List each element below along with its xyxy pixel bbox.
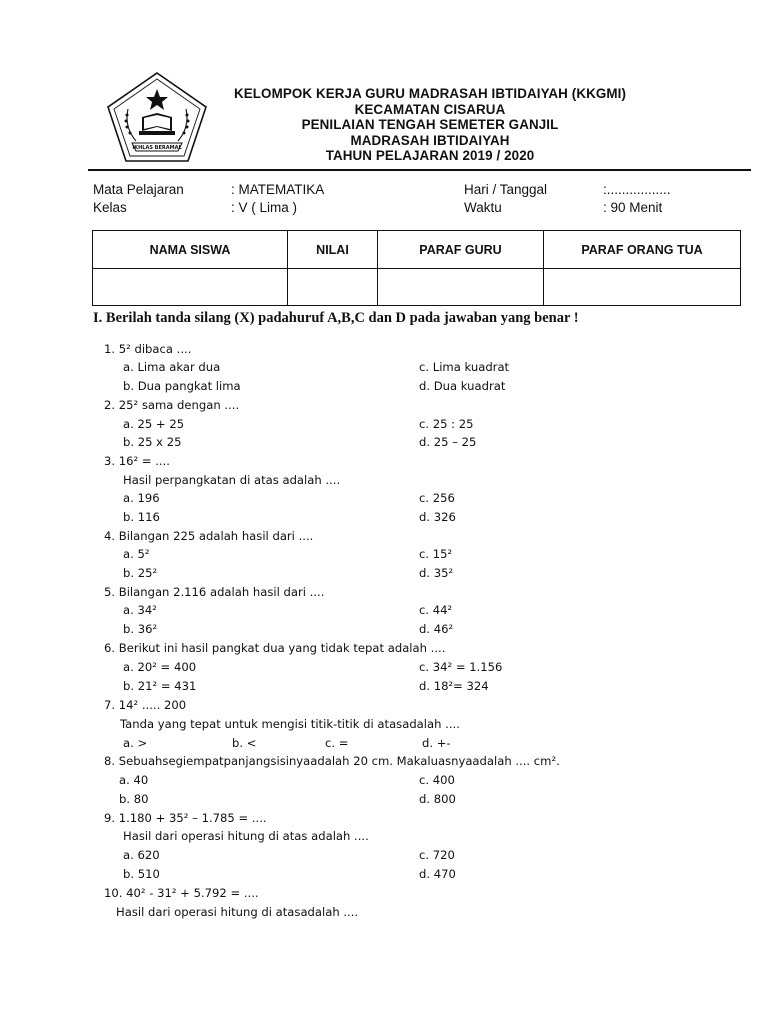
question-7-option-d[interactable]: d. +-: [422, 736, 451, 750]
question-5-option-a[interactable]: a. 34²: [123, 603, 157, 617]
teacher-signature-cell[interactable]: [378, 269, 544, 306]
question-1-option-d[interactable]: d. Dua kuadrat: [419, 379, 506, 393]
question-6-option-a[interactable]: a. 20² = 400: [123, 660, 197, 674]
question-10-text: 10. 40² - 31² + 5.792 = ....: [104, 886, 259, 900]
question-4-text: 4. Bilangan 225 adalah hasil dari ....: [104, 529, 314, 543]
parent-signature-cell[interactable]: [544, 269, 741, 306]
question-8-option-b[interactable]: b. 80: [119, 792, 149, 806]
question-8-text: 8. Sebuahsegiempatpanjangsisinyaadalah 20 cm. Makaluasnyaadalah .... cm².: [104, 754, 560, 768]
question-4-option-b[interactable]: b. 25²: [123, 566, 158, 580]
question-3-subtext: Hasil perpangkatan di atas adalah ....: [123, 473, 341, 487]
subject-label: Mata Pelajaran: [93, 182, 184, 197]
question-8-option-c[interactable]: c. 400: [419, 773, 455, 787]
question-3-option-b[interactable]: b. 116: [123, 510, 160, 524]
question-1-option-c[interactable]: c. Lima kuadrat: [419, 360, 510, 374]
header-divider: [88, 169, 751, 171]
school-emblem-logo: [106, 71, 208, 163]
student-name-cell[interactable]: [93, 269, 288, 306]
header-line-3: PENILAIAN TENGAH SEMETER GANJIL: [301, 117, 559, 133]
question-9-option-a[interactable]: a. 620: [123, 848, 160, 862]
header-line-2: KECAMATAN CISARUA: [354, 101, 506, 117]
question-6-option-b[interactable]: b. 21² = 431: [123, 679, 197, 693]
question-10-subtext: Hasil dari operasi hitung di atasadalah ....: [116, 905, 359, 919]
question-7-subtext: Tanda yang tepat untuk mengisi titik-titik di atasadalah ....: [120, 717, 460, 731]
column-header-score: NILAI: [288, 231, 378, 269]
question-5-option-d[interactable]: d. 46²: [419, 622, 454, 636]
question-6-option-c[interactable]: c. 34² = 1.156: [419, 660, 503, 674]
question-1-option-a[interactable]: a. Lima akar dua: [123, 360, 221, 374]
question-3-option-a[interactable]: a. 196: [123, 491, 160, 505]
question-7-text: 7. 14² ..... 200: [104, 698, 187, 712]
question-8-option-a[interactable]: a. 40: [119, 773, 149, 787]
column-header-teacher-signature: PARAF GURU: [378, 231, 544, 269]
question-1-option-b[interactable]: b. Dua pangkat lima: [123, 379, 241, 393]
section-instruction: I. Berilah tanda silang (X) padahuruf A,B,C dan D pada jawaban yang benar !: [93, 310, 579, 326]
class-value: : V ( Lima ): [231, 200, 298, 215]
score-cell[interactable]: [288, 269, 378, 306]
question-2-option-c[interactable]: c. 25 : 25: [419, 417, 474, 431]
column-header-parent-signature: PARAF ORANG TUA: [544, 231, 741, 269]
question-4-option-c[interactable]: c. 15²: [419, 547, 453, 561]
time-value: : 90 Menit: [603, 200, 663, 215]
question-6-text: 6. Berikut ini hasil pangkat dua yang tidak tepat adalah ....: [104, 641, 446, 655]
question-9-text: 9. 1.180 + 35² – 1.785 = ....: [104, 811, 267, 825]
question-6-option-d[interactable]: d. 18²= 324: [419, 679, 489, 693]
header-line-5: TAHUN PELAJARAN 2019 / 2020: [325, 148, 535, 164]
question-3-option-c[interactable]: c. 256: [419, 491, 455, 505]
question-7-option-b[interactable]: b. <: [232, 736, 257, 750]
student-identity-table: [92, 230, 741, 306]
question-9-option-c[interactable]: c. 720: [419, 848, 455, 862]
header-line-4: MADRASAH IBTIDAIYAH: [350, 132, 510, 148]
logo-ribbon-text: IKHLAS BERAMAL: [132, 145, 182, 152]
question-8-option-d[interactable]: d. 800: [419, 792, 456, 806]
letterhead: [200, 86, 660, 164]
day-date-value[interactable]: :.................: [603, 182, 671, 197]
day-date-label: Hari / Tanggal: [464, 182, 548, 197]
question-2-option-b[interactable]: b. 25 x 25: [123, 435, 182, 449]
question-4-option-d[interactable]: d. 35²: [419, 566, 454, 580]
class-label: Kelas: [93, 200, 127, 215]
question-9-option-b[interactable]: b. 510: [123, 867, 160, 881]
question-5-option-c[interactable]: c. 44²: [419, 603, 453, 617]
column-header-student-name: NAMA SISWA: [93, 231, 288, 269]
time-label: Waktu: [464, 200, 502, 215]
question-5-option-b[interactable]: b. 36²: [123, 622, 158, 636]
subject-value: : MATEMATIKA: [231, 182, 325, 197]
question-3-option-d[interactable]: d. 326: [419, 510, 456, 524]
question-9-option-d[interactable]: d. 470: [419, 867, 456, 881]
question-7-option-c[interactable]: c. =: [325, 736, 349, 750]
question-9-subtext: Hasil dari operasi hitung di atas adalah ....: [123, 829, 369, 843]
header-line-1: KELOMPOK KERJA GURU MADRASAH IBTIDAIYAH (KKGMI): [233, 86, 627, 101]
question-5-text: 5. Bilangan 2.116 adalah hasil dari ....: [104, 585, 325, 599]
question-2-option-d[interactable]: d. 25 – 25: [419, 435, 477, 449]
question-2-option-a[interactable]: a. 25 + 25: [123, 417, 185, 431]
question-7-option-a[interactable]: a. >: [123, 736, 148, 750]
question-3-text: 3. 16² = ....: [104, 454, 170, 468]
question-1-text: 1. 5² dibaca ....: [104, 342, 192, 356]
question-4-option-a[interactable]: a. 5²: [123, 547, 150, 561]
question-2-text: 2. 25² sama dengan ....: [104, 398, 240, 412]
